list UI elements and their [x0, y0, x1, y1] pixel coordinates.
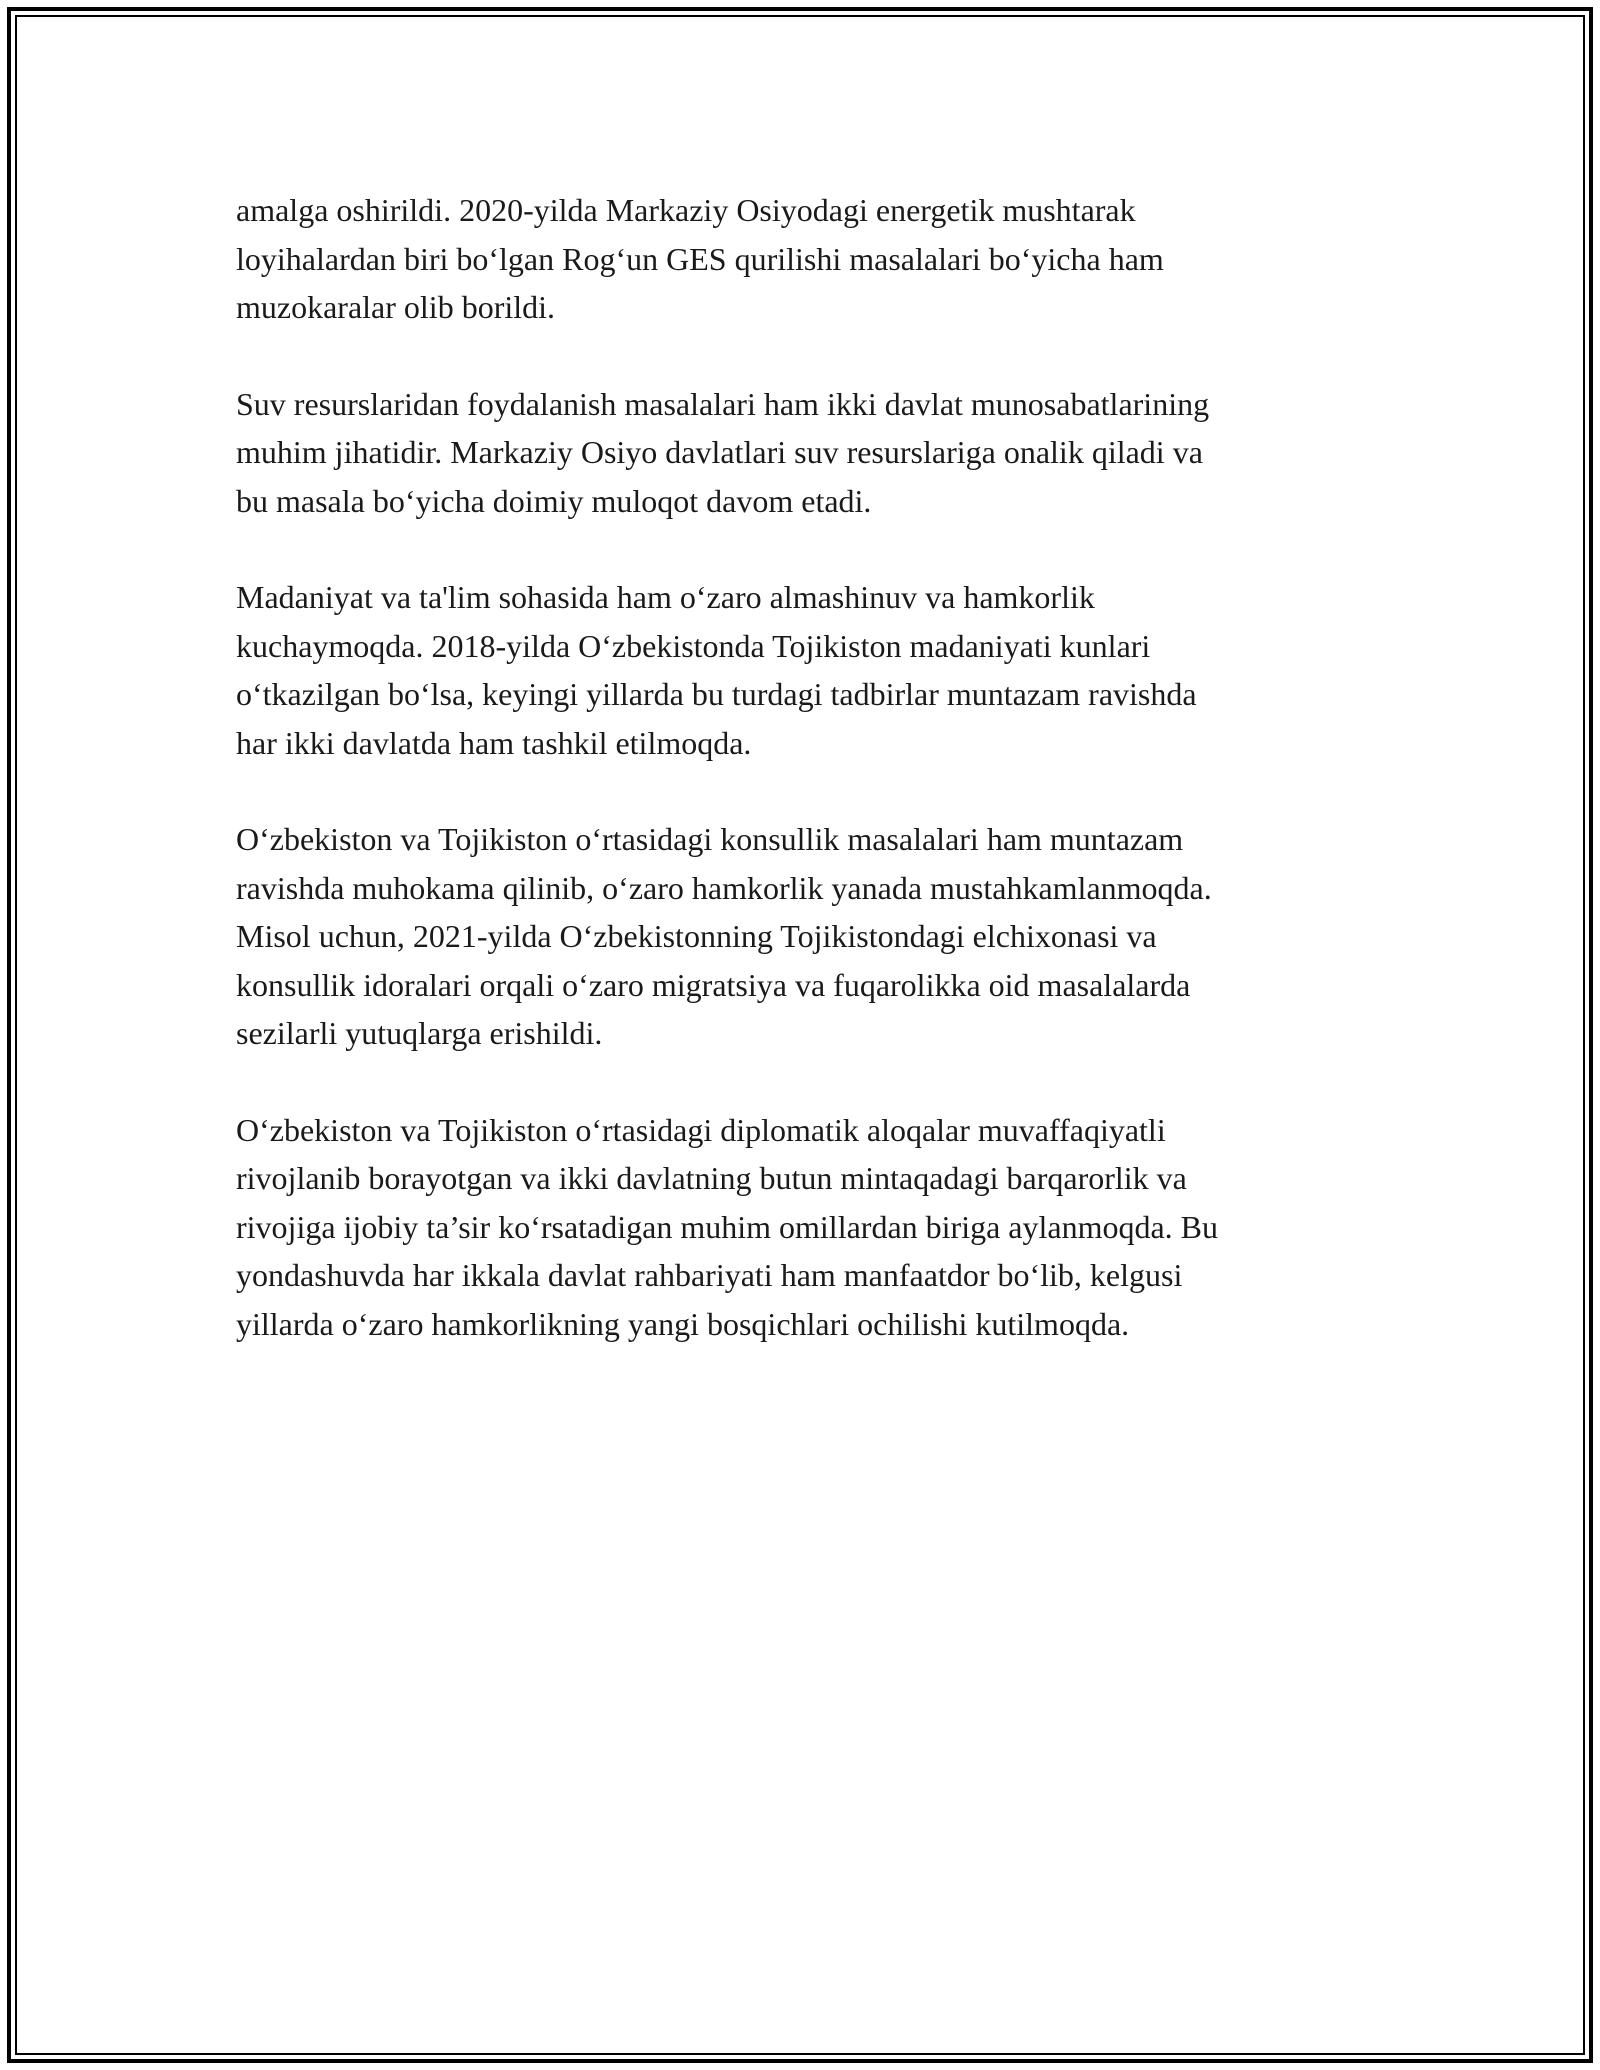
paragraph-diplomatic-relations — [236, 1106, 1376, 1349]
text-line: Misol uchun, 2021-yilda O‘zbekistonning Tojikistondagi elchixonasi va — [236, 918, 1157, 954]
text-line: rivojiga ijobiy ta’sir ko‘rsatadigan muhim omillardan biriga aylanmoqda. Bu — [236, 1208, 1219, 1245]
text-line: konsullik idoralari orqali o‘zaro migratsiya va fuqarolikka oid masalalarda — [236, 966, 1191, 1003]
text-line: rivojlanib borayotgan va ikki davlatning butun mintaqadagi barqarorlik va — [236, 1160, 1187, 1196]
paragraph-consular-affairs — [236, 815, 1376, 1058]
text-line: muhim jihatidir. Markaziy Osiyo davlatlari suv resurslariga onalik qiladi va — [236, 434, 1203, 470]
text-line: sezilarli yutuqlarga erishildi. — [236, 1015, 603, 1051]
paragraph-culture-education — [236, 573, 1376, 767]
text-line: har ikki davlatda ham tashkil etilmoqda. — [236, 724, 752, 761]
paragraph-water-resources — [236, 380, 1376, 526]
text-line: loyihalardan biri bo‘lgan Rog‘un GES qurilishi masalalari bo‘yicha ham — [236, 240, 1164, 277]
text-line: yillarda o‘zaro hamkorlikning yangi bosqichlari ochilishi kutilmoqda. — [236, 1305, 1130, 1342]
paragraph-energy — [236, 186, 1376, 332]
text-line: Madaniyat va ta'lim sohasida ham o‘zaro almashinuv va hamkorlik — [236, 579, 1095, 615]
text-line: amalga oshirildi. 2020-yilda Markaziy Osiyodagi energetik mushtarak — [236, 192, 1136, 228]
text-line: yondashuvda har ikkala davlat rahbariyati ham manfaatdor bo‘lib, kelgusi — [236, 1257, 1183, 1293]
text-line: kuchaymoqda. 2018-yilda O‘zbekistonda Tojikiston madaniyati kunlari — [236, 627, 1151, 664]
text-line: o‘tkazilgan bo‘lsa, keyingi yillarda bu turdagi tadbirlar muntazam ravishda — [236, 676, 1197, 712]
text-line: ravishda muhokama qilinib, o‘zaro hamkorlik yanada mustahkamlanmoqda. — [236, 869, 1212, 906]
document-body — [236, 186, 1376, 1396]
text-line: muzokaralar olib borildi. — [236, 289, 556, 325]
text-line: O‘zbekiston va Tojikiston o‘rtasidagi konsullik masalalari ham muntazam — [236, 821, 1184, 857]
text-line: Suv resurslaridan foydalanish masalalari ham ikki davlat munosabatlarining — [236, 385, 1210, 422]
text-line: O‘zbekiston va Tojikiston o‘rtasidagi diplomatik aloqalar muvaffaqiyatli — [236, 1111, 1166, 1148]
text-line: bu masala bo‘yicha doimiy muloqot davom etadi. — [236, 482, 872, 519]
